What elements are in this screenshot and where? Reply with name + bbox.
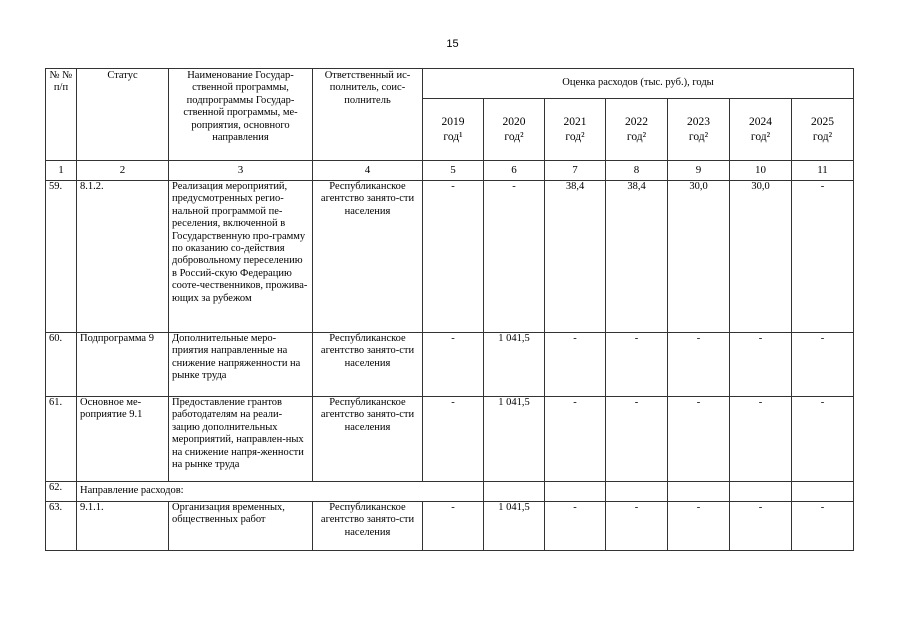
- column-number: 9: [668, 161, 730, 181]
- column-number: 2: [77, 161, 169, 181]
- row-name: Дополнительные меро-приятия направленные на снижение напряженности на рынке труда: [169, 333, 313, 397]
- row-number: 63.: [46, 502, 77, 551]
- table-row: [46, 333, 854, 397]
- row-executor: Республиканское агентство занято-сти населения: [313, 502, 423, 551]
- header-year: 2019 год¹: [423, 99, 484, 161]
- row-status: 9.1.1.: [77, 502, 169, 551]
- row-value: -: [484, 181, 545, 333]
- header-year: 2020 год²: [484, 99, 545, 161]
- row-value: -: [668, 333, 730, 397]
- row-value: -: [730, 333, 792, 397]
- row-value: -: [606, 333, 668, 397]
- row-empty-cell: [730, 482, 792, 502]
- column-number: 8: [606, 161, 668, 181]
- table-row: [46, 181, 854, 333]
- row-value: -: [545, 333, 606, 397]
- row-value: -: [668, 397, 730, 482]
- row-status: Основное ме-роприятие 9.1: [77, 397, 169, 482]
- column-number: 7: [545, 161, 606, 181]
- row-executor: Республиканское агентство занято-сти населения: [313, 333, 423, 397]
- row-value: -: [606, 502, 668, 551]
- row-empty-cell: [668, 482, 730, 502]
- row-value: -: [545, 397, 606, 482]
- row-value: -: [545, 502, 606, 551]
- row-value: -: [730, 502, 792, 551]
- column-number: 4: [313, 161, 423, 181]
- row-number: 61.: [46, 397, 77, 482]
- column-number: 11: [792, 161, 854, 181]
- header-num: № № п/п: [46, 69, 77, 161]
- header-year: 2025 год²: [792, 99, 854, 161]
- header-row-top: [46, 69, 854, 99]
- column-number: 6: [484, 161, 545, 181]
- header-year: 2023 год²: [668, 99, 730, 161]
- page-number: 15: [446, 38, 459, 50]
- row-name: Организация временных, общественных работ: [169, 502, 313, 551]
- header-name: Наименование Государ-ственной программы, подпрограммы Государ-ственной программы, ме-роприятия, основного направления: [169, 69, 313, 161]
- row-value: -: [792, 397, 854, 482]
- row-direction-label: Направление расходов:: [77, 482, 484, 502]
- row-value: 38,4: [606, 181, 668, 333]
- table-row-direction: [46, 482, 854, 502]
- column-number: 10: [730, 161, 792, 181]
- budget-table: [45, 68, 854, 551]
- row-value: -: [606, 397, 668, 482]
- header-year: 2021 год²: [545, 99, 606, 161]
- row-status: Подпрограмма 9: [77, 333, 169, 397]
- column-numbers-row: [46, 161, 854, 181]
- header-status: Статус: [77, 69, 169, 161]
- row-name: Реализация мероприятий, предусмотренных регио-нальной программой пе-реселения, включенной в Государственную про-грамму по оказанию со-действия добровольному переселению в Россий-скую Федерацию сооте-чественников, прожива-ющих за рубежом: [169, 181, 313, 333]
- header-year: 2022 год²: [606, 99, 668, 161]
- row-executor: Республиканское агентство занято-сти населения: [313, 397, 423, 482]
- column-number: 1: [46, 161, 77, 181]
- row-empty-cell: [606, 482, 668, 502]
- row-value: -: [730, 397, 792, 482]
- row-value: 1 041,5: [484, 397, 545, 482]
- row-name: Предоставление грантов работодателям на реали-зацию дополнительных мероприятий, направлен-ных на снижение напря-женности на рынке труда: [169, 397, 313, 482]
- row-value: 30,0: [730, 181, 792, 333]
- row-value: -: [423, 333, 484, 397]
- row-value: 1 041,5: [484, 333, 545, 397]
- row-number: 59.: [46, 181, 77, 333]
- row-executor: Республиканское агентство занято-сти населения: [313, 181, 423, 333]
- row-value: -: [792, 181, 854, 333]
- row-value: -: [792, 333, 854, 397]
- column-number: 5: [423, 161, 484, 181]
- row-value: 30,0: [668, 181, 730, 333]
- header-costs: Оценка расходов (тыс. руб.), годы: [423, 69, 854, 99]
- column-number: 3: [169, 161, 313, 181]
- table-row: [46, 397, 854, 482]
- row-number: 60.: [46, 333, 77, 397]
- row-value: -: [423, 181, 484, 333]
- row-number: 62.: [46, 482, 77, 502]
- header-year: 2024 год²: [730, 99, 792, 161]
- row-value: -: [423, 397, 484, 482]
- table-row: [46, 502, 854, 551]
- row-value: -: [423, 502, 484, 551]
- row-empty-cell: [792, 482, 854, 502]
- row-status: 8.1.2.: [77, 181, 169, 333]
- header-executor: Ответственный ис-полнитель, соис-полнитель: [313, 69, 423, 161]
- row-empty-cell: [545, 482, 606, 502]
- row-value: -: [792, 502, 854, 551]
- row-empty-cell: [484, 482, 545, 502]
- row-value: 1 041,5: [484, 502, 545, 551]
- row-value: 38,4: [545, 181, 606, 333]
- row-value: -: [668, 502, 730, 551]
